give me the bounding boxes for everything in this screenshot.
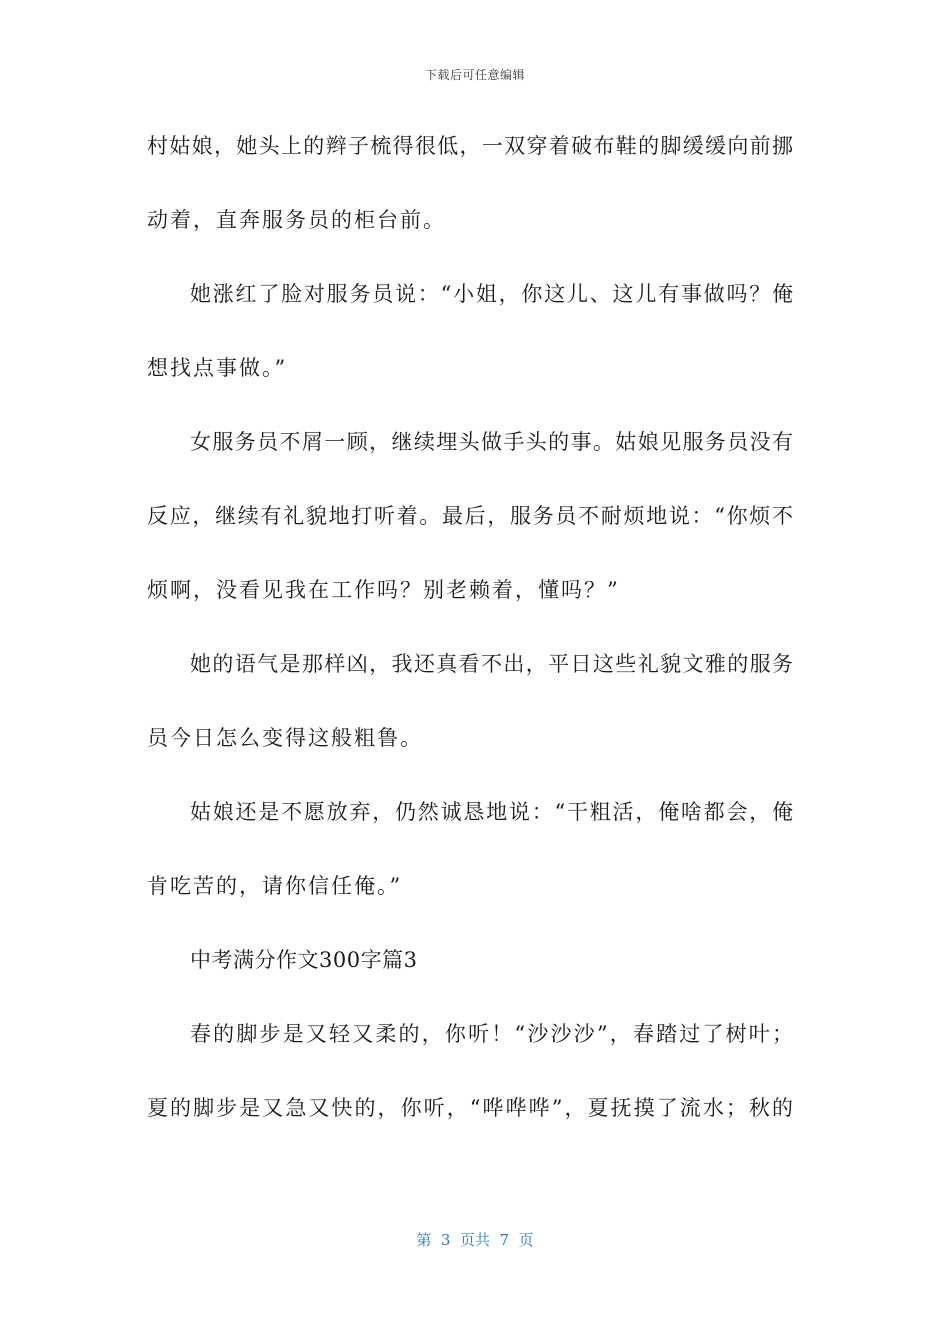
section-heading: 中考满分作文300字篇3 [190, 948, 418, 972]
document-body [147, 128, 793, 1164]
paragraph-line: 姑娘还是不愿放弃，仍然诚恳地说：“干粗活，俺啥都会，俺 [190, 800, 793, 824]
paragraph-line: 肯吃苦的，请你信任俺。” [147, 874, 403, 898]
paragraph-line: 动着，直奔服务员的柜台前。 [147, 208, 446, 232]
paragraph-line: 春的脚步是又轻又柔的，你听！“沙沙沙”，春踏过了树叶； [190, 1022, 793, 1046]
paragraph-line: 她涨红了脸对服务员说：“小姐，你这儿、这儿有事做吗？俺 [190, 282, 793, 306]
page-footer: 第 3 页共 7 页 [416, 1231, 534, 1249]
paragraph-line: 女服务员不屑一顾，继续埋头做手头的事。姑娘见服务员没有 [190, 430, 793, 454]
paragraph-line: 烦啊，没看见我在工作吗？别老赖着，懂吗？” [147, 578, 620, 602]
paragraph-line: 她的语气是那样凶，我还真看不出，平日这些礼貌文雅的服务 [190, 652, 793, 676]
paragraph-line: 村姑娘，她头上的辫子梳得很低，一双穿着破布鞋的脚缓缓向前挪 [147, 134, 793, 158]
page-header: 下载后可任意编辑 [424, 68, 525, 82]
paragraph-line: 夏的脚步是又急又快的，你听，“哗哗哗”，夏抚摸了流水；秋的 [147, 1096, 793, 1120]
paragraph-line: 反应，继续有礼貌地打听着。最后，服务员不耐烦地说：“你烦不 [147, 504, 793, 528]
paragraph-line: 员今日怎么变得这般粗鲁。 [147, 726, 423, 750]
paragraph-line: 想找点事做。” [147, 356, 288, 380]
